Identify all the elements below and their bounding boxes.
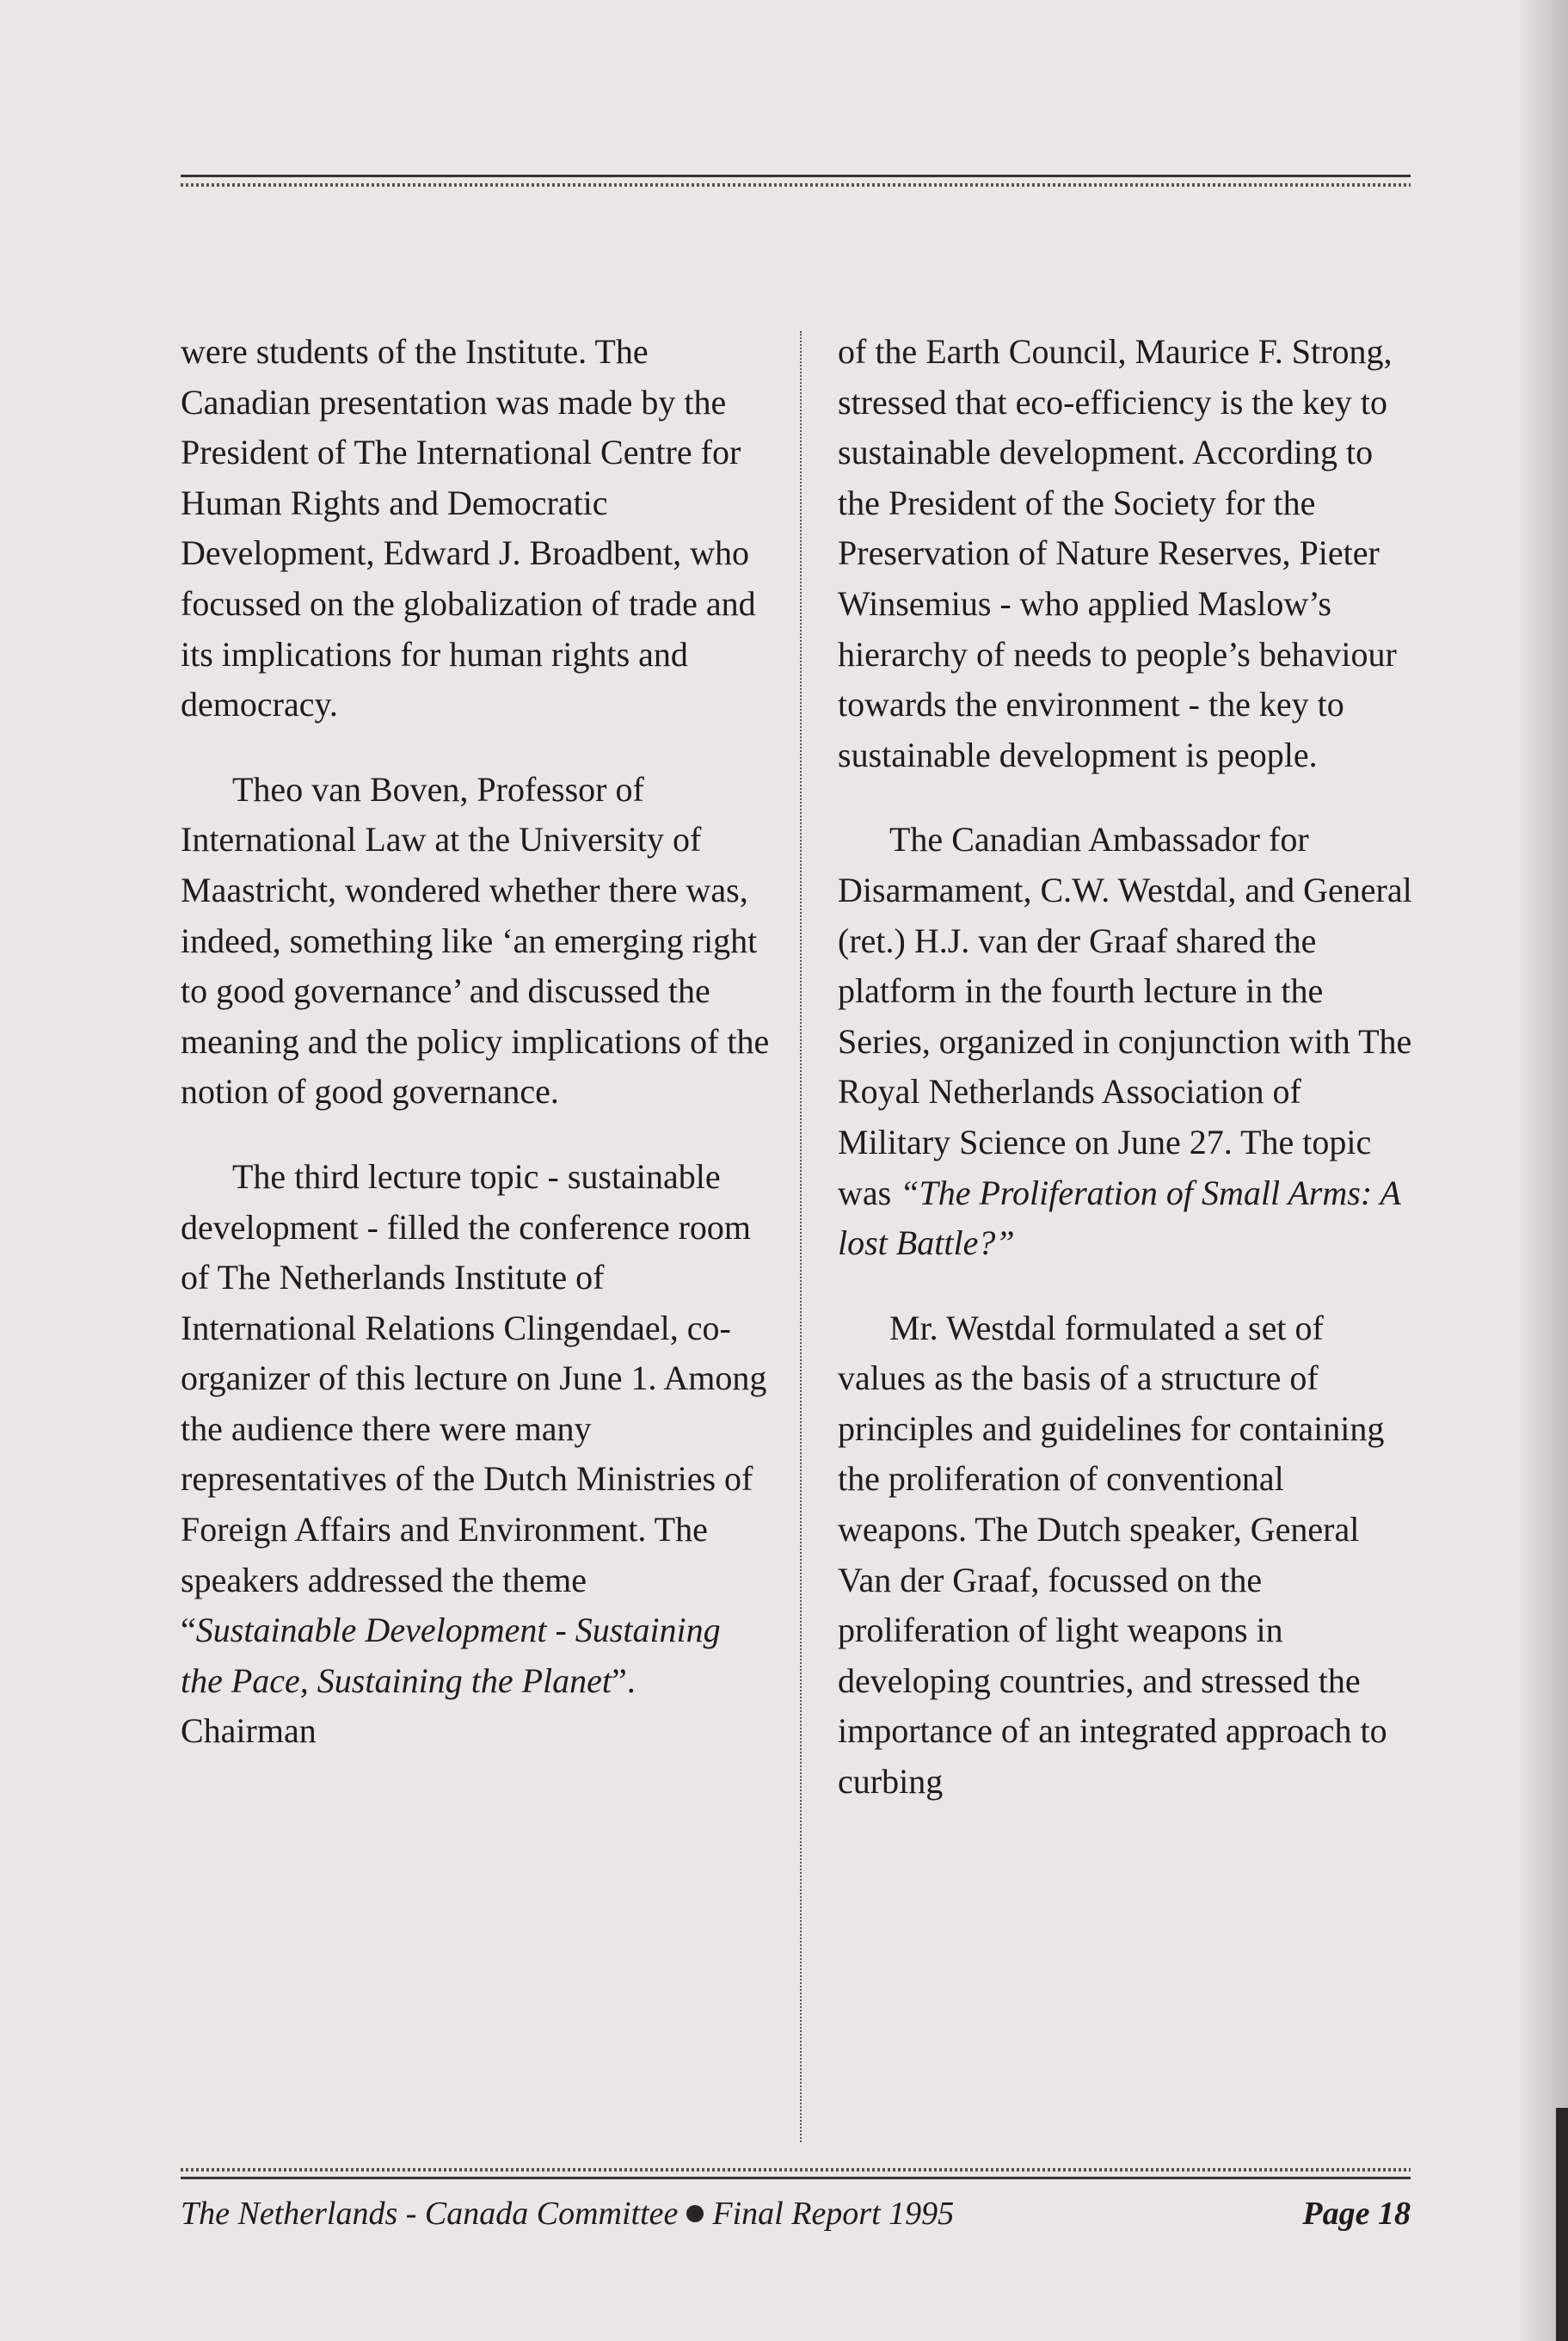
left-paragraph-3 [181, 1152, 770, 1757]
top-rule-dotted [181, 183, 1411, 187]
right-paragraph-2-text: The Canadian Ambassador for Disarmament, C.W. Westdal, and General (ret.) H.J. van der Graaf shared the platform in the fourth lecture in the Series, organized in conjunction with The Royal Netherlands Association of Military Science on June 27. The topic was [838, 820, 1412, 1212]
footer-report: Final Report 1995 [712, 2196, 955, 2232]
lecture-topic-title: “The Proliferation of Small Arms: A lost Battle?” [838, 1173, 1401, 1263]
column-divider [800, 331, 802, 2142]
left-paragraph-3-tail: ”. Chairman [181, 1660, 636, 1751]
top-rule [181, 175, 1411, 177]
page-edge-dark [1556, 2108, 1568, 2341]
footer-committee: The Netherlands - Canada Committee [181, 2196, 679, 2232]
bottom-rule [181, 2177, 1411, 2179]
bottom-rule-dotted [181, 2168, 1411, 2172]
right-paragraph-3: Mr. Westdal formulated a set of values as the basis of a structure of principles and guidelines for containing the proliferation of conventional weapons. The Dutch speaker, General Van der Graaf, focussed on the proliferation of light weapons in developing countries, and stressed the importance of an integrated approach to curbing [838, 1308, 1387, 1802]
footer-publication [181, 2192, 954, 2235]
lecture-theme-title: Sustainable Development - Sustaining the Pace, Sustaining the Planet [181, 1611, 721, 1700]
left-column [181, 327, 770, 2134]
right-column [838, 327, 1414, 2134]
left-paragraph-3-text: The third lecture topic - sustainable development - filled the conference room of The Netherlands Institute of International Relations Clingendael, co-organizer of this lecture on June 1. Among the audience there were many representatives of the Dutch Ministries of Foreign Affairs and Environment. The speakers addressed the theme [181, 1156, 767, 1599]
page-footer [181, 2192, 1411, 2235]
right-paragraph-2 [838, 815, 1414, 1268]
left-paragraph-1: were students of the Institute. The Canadian presentation was made by the President of The International Centre for Human Rights and Democratic Development, Edward J. Broadbent, who focussed on the globalization of trade and its implications for human rights and democracy. [181, 332, 756, 724]
theme-open-quote: “ [181, 1611, 196, 1650]
page-number: Page 18 [1302, 2196, 1411, 2232]
page-edge-shadow [1516, 0, 1568, 2341]
right-paragraph-1: of the Earth Council, Maurice F. Strong, stressed that eco-efficiency is the key to sustainable development. According to the President of the Society for the Preservation of Nature Reserves, Pieter Winsemius - who applied Maslow’s hierarchy of needs to people’s behaviour towards the environment - the key to sustainable development is people. [838, 332, 1397, 774]
left-paragraph-2: Theo van Boven, Professor of International Law at the University of Maastricht, wondered whether there was, indeed, something like ‘an emerging right to good governance’ and discussed the meaning and the policy implications of the notion of good governance. [181, 769, 770, 1112]
bullet-icon [686, 2205, 704, 2222]
